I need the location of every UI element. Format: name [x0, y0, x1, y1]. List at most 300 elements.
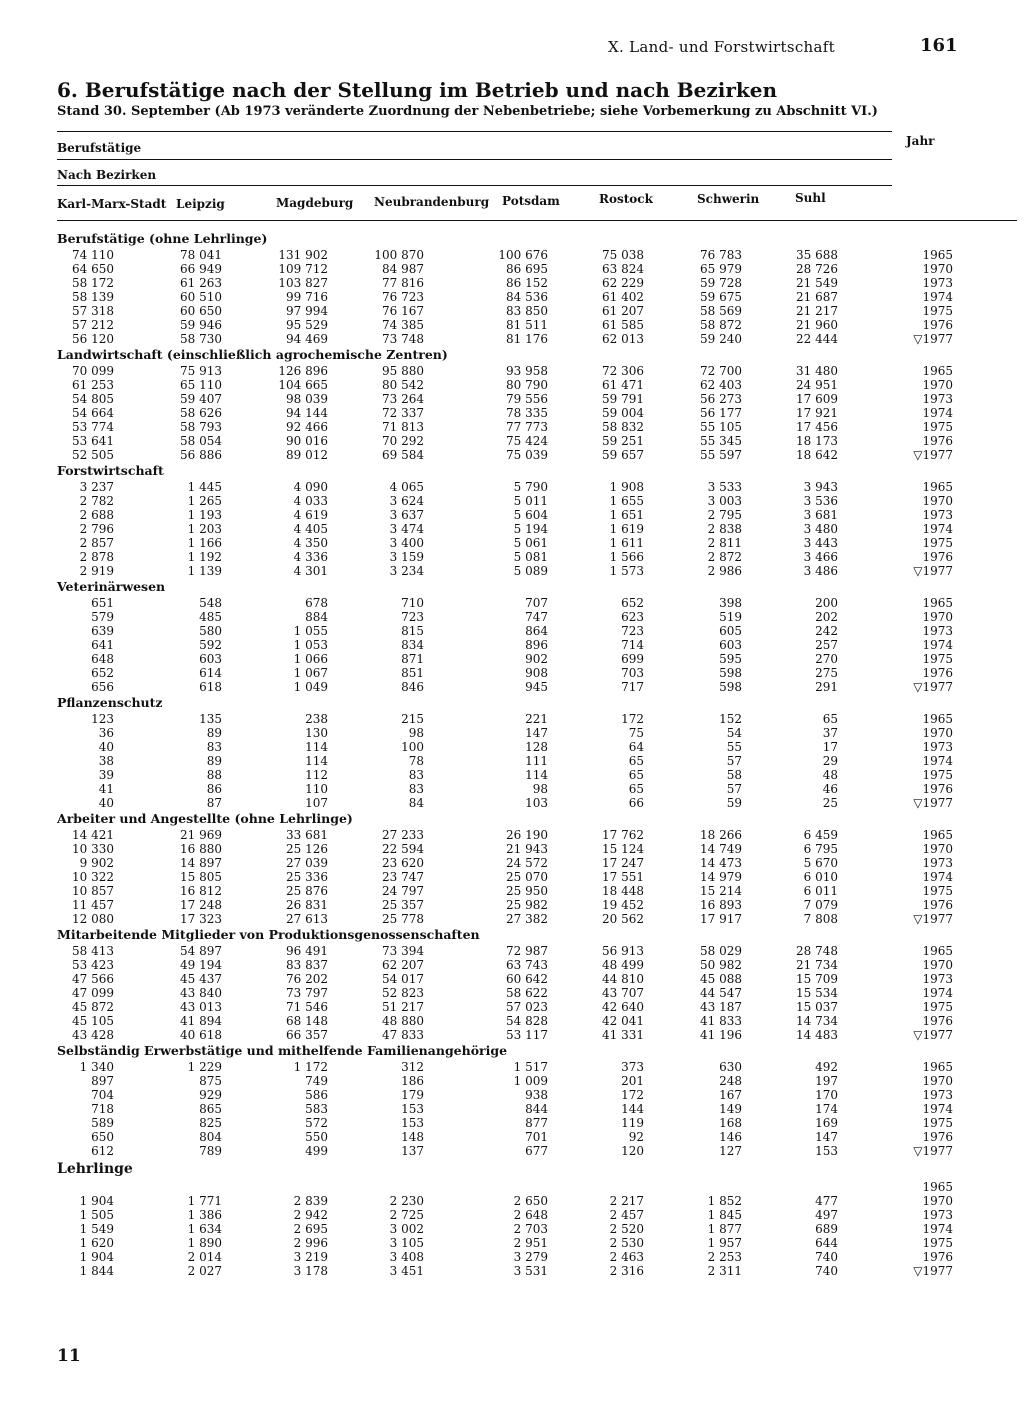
cell-schwerin: 248: [719, 1074, 742, 1088]
table-row: [0, 434, 1024, 448]
cell-neubrandenburg: 137: [401, 1144, 424, 1158]
cell-leipzig: 592: [199, 638, 222, 652]
cell-neubrandenburg: 3 400: [389, 536, 424, 550]
cell-potsdam: 79 556: [506, 392, 548, 406]
cell-suhl: 21 734: [796, 958, 838, 972]
cell-potsdam: 100 676: [498, 248, 548, 262]
cell-karl-marx-stadt: 58 413: [72, 944, 114, 958]
table-row: [0, 290, 1024, 304]
cell-magdeburg: 2 942: [293, 1208, 328, 1222]
cell-magdeburg: 131 902: [278, 248, 328, 262]
cell-suhl: 3 536: [803, 494, 838, 508]
cell-schwerin: 14 473: [700, 856, 742, 870]
cell-schwerin: 146: [719, 1130, 742, 1144]
cell-suhl: 169: [815, 1116, 838, 1130]
cell-year: ▽1977: [913, 1144, 953, 1158]
cell-rostock: 64: [628, 740, 644, 754]
cell-schwerin: 59 728: [700, 276, 742, 290]
cell-leipzig: 929: [199, 1088, 222, 1102]
cell-rostock: 65: [628, 754, 644, 768]
cell-suhl: 6 795: [803, 842, 838, 856]
cell-magdeburg: 1 172: [293, 1060, 328, 1074]
cell-schwerin: 59 675: [700, 290, 742, 304]
cell-suhl: 270: [815, 652, 838, 666]
cell-suhl: 7 079: [803, 898, 838, 912]
section-title: Selbständig Erwerbstätige und mithelfende Familienangehörige: [57, 1043, 508, 1058]
cell-karl-marx-stadt: 14 421: [72, 828, 114, 842]
table-row: [0, 828, 1024, 842]
table-row: [0, 1130, 1024, 1144]
cell-leipzig: 15 805: [180, 870, 222, 884]
cell-suhl: 740: [815, 1250, 838, 1264]
cell-year: 1965: [922, 1180, 953, 1194]
cell-leipzig: 21 969: [180, 828, 222, 842]
cell-rostock: 75: [628, 726, 644, 740]
cell-potsdam: 147: [525, 726, 548, 740]
header-rule-top: [57, 131, 892, 132]
cell-schwerin: 3 533: [707, 480, 742, 494]
cell-magdeburg: 26 831: [286, 898, 328, 912]
cell-leipzig: 2 014: [187, 1250, 222, 1264]
cell-magdeburg: 73 797: [286, 986, 328, 1000]
cell-leipzig: 56 886: [180, 448, 222, 462]
cell-magdeburg: 1 053: [293, 638, 328, 652]
cell-leipzig: 1 771: [187, 1194, 222, 1208]
cell-suhl: 48: [822, 768, 838, 782]
cell-neubrandenburg: 834: [401, 638, 424, 652]
cell-potsdam: 81 511: [506, 318, 548, 332]
table-row: [0, 944, 1024, 958]
cell-potsdam: 938: [525, 1088, 548, 1102]
cell-schwerin: 2 986: [707, 564, 742, 578]
cell-suhl: 740: [815, 1264, 838, 1278]
cell-suhl: 21 217: [796, 304, 838, 318]
cell-neubrandenburg: 710: [401, 596, 424, 610]
cell-suhl: 28 726: [796, 262, 838, 276]
table-row: [0, 364, 1024, 378]
table-row: [0, 1000, 1024, 1014]
cell-rostock: 1 566: [609, 550, 644, 564]
table-row: [0, 1208, 1024, 1222]
cell-rostock: 58 832: [602, 420, 644, 434]
cell-magdeburg: 126 896: [278, 364, 328, 378]
cell-rostock: 59 251: [602, 434, 644, 448]
cell-magdeburg: 4 090: [293, 480, 328, 494]
cell-rostock: 62 229: [602, 276, 644, 290]
cell-karl-marx-stadt: 45 105: [72, 1014, 114, 1028]
cell-neubrandenburg: 846: [401, 680, 424, 694]
table-section: [0, 230, 1024, 346]
cell-karl-marx-stadt: 2 796: [79, 522, 114, 536]
cell-leipzig: 875: [199, 1074, 222, 1088]
cell-karl-marx-stadt: 61 253: [72, 378, 114, 392]
cell-year: 1965: [922, 944, 953, 958]
cell-karl-marx-stadt: 58 139: [72, 290, 114, 304]
table-row: [0, 1088, 1024, 1102]
cell-year: 1965: [922, 1060, 953, 1074]
cell-suhl: 21 960: [796, 318, 838, 332]
cell-schwerin: 41 833: [700, 1014, 742, 1028]
cell-leipzig: 548: [199, 596, 222, 610]
cell-neubrandenburg: 4 065: [389, 480, 424, 494]
cell-neubrandenburg: 47 833: [382, 1028, 424, 1042]
cell-magdeburg: 107: [305, 796, 328, 810]
cell-schwerin: 18 266: [700, 828, 742, 842]
cell-suhl: 257: [815, 638, 838, 652]
cell-magdeburg: 4 033: [293, 494, 328, 508]
cell-potsdam: 54 828: [506, 1014, 548, 1028]
cell-magdeburg: 114: [305, 740, 328, 754]
cell-leipzig: 1 634: [187, 1222, 222, 1236]
cell-potsdam: 221: [525, 712, 548, 726]
cell-rostock: 1 655: [609, 494, 644, 508]
cell-leipzig: 1 166: [187, 536, 222, 550]
table-row: [0, 1236, 1024, 1250]
cell-suhl: 35 688: [796, 248, 838, 262]
cell-year: 1970: [922, 726, 953, 740]
cell-karl-marx-stadt: 53 423: [72, 958, 114, 972]
cell-schwerin: 1 877: [707, 1222, 742, 1236]
cell-potsdam: 877: [525, 1116, 548, 1130]
cell-leipzig: 580: [199, 624, 222, 638]
cell-neubrandenburg: 98: [408, 726, 424, 740]
cell-magdeburg: 550: [305, 1130, 328, 1144]
cell-magdeburg: 884: [305, 610, 328, 624]
cell-potsdam: 5 061: [513, 536, 548, 550]
cell-potsdam: 63 743: [506, 958, 548, 972]
cell-suhl: 17 609: [796, 392, 838, 406]
table-row: [0, 508, 1024, 522]
cell-leipzig: 2 027: [187, 1264, 222, 1278]
cell-neubrandenburg: 74 385: [382, 318, 424, 332]
cell-rostock: 42 640: [602, 1000, 644, 1014]
cell-neubrandenburg: 25 778: [382, 912, 424, 926]
cell-year: 1973: [922, 624, 953, 638]
table-row: [0, 1264, 1024, 1278]
cell-potsdam: 103: [525, 796, 548, 810]
cell-schwerin: 1 845: [707, 1208, 742, 1222]
cell-year: 1973: [922, 1088, 953, 1102]
cell-potsdam: 60 642: [506, 972, 548, 986]
cell-schwerin: 44 547: [700, 986, 742, 1000]
cell-magdeburg: 27 613: [286, 912, 328, 926]
cell-year: 1970: [922, 958, 953, 972]
cell-leipzig: 41 894: [180, 1014, 222, 1028]
cell-potsdam: 707: [525, 596, 548, 610]
table-row: [0, 420, 1024, 434]
cell-karl-marx-stadt: 56 120: [72, 332, 114, 346]
table-row: [0, 1014, 1024, 1028]
table-row: [0, 1250, 1024, 1264]
cell-year: 1974: [922, 1102, 953, 1116]
table-row: [0, 782, 1024, 796]
cell-magdeburg: 25 126: [286, 842, 328, 856]
cell-magdeburg: 1 067: [293, 666, 328, 680]
cell-karl-marx-stadt: 53 641: [72, 434, 114, 448]
cell-suhl: 202: [815, 610, 838, 624]
cell-schwerin: 72 700: [700, 364, 742, 378]
cell-suhl: 689: [815, 1222, 838, 1236]
cell-magdeburg: 104 665: [278, 378, 328, 392]
section-title: Veterinärwesen: [57, 579, 166, 594]
cell-magdeburg: 99 716: [286, 290, 328, 304]
cell-leipzig: 60 650: [180, 304, 222, 318]
cell-potsdam: 677: [525, 1144, 548, 1158]
column-header-potsdam: Potsdam: [502, 194, 560, 208]
cell-rostock: 2 520: [609, 1222, 644, 1236]
cell-suhl: 170: [815, 1088, 838, 1102]
cell-karl-marx-stadt: 656: [91, 680, 114, 694]
cell-magdeburg: 83 837: [286, 958, 328, 972]
cell-leipzig: 1 203: [187, 522, 222, 536]
cell-year: 1973: [922, 1208, 953, 1222]
cell-year: 1965: [922, 248, 953, 262]
cell-potsdam: 3 279: [513, 1250, 548, 1264]
cell-suhl: 3 681: [803, 508, 838, 522]
cell-karl-marx-stadt: 2 782: [79, 494, 114, 508]
cell-neubrandenburg: 77 816: [382, 276, 424, 290]
cell-rostock: 172: [621, 712, 644, 726]
cell-potsdam: 2 951: [513, 1236, 548, 1250]
table-row: [0, 986, 1024, 1000]
cell-suhl: 14 734: [796, 1014, 838, 1028]
table-row: [0, 726, 1024, 740]
table-row: [0, 378, 1024, 392]
cell-neubrandenburg: 62 207: [382, 958, 424, 972]
table-row: [0, 1102, 1024, 1116]
cell-magdeburg: 90 016: [286, 434, 328, 448]
cell-schwerin: 2 811: [707, 536, 742, 550]
cell-rostock: 373: [621, 1060, 644, 1074]
table-row: [0, 392, 1024, 406]
cell-magdeburg: 4 336: [293, 550, 328, 564]
cell-rostock: 119: [621, 1116, 644, 1130]
cell-magdeburg: 583: [305, 1102, 328, 1116]
cell-karl-marx-stadt: 589: [91, 1116, 114, 1130]
table-row: [0, 754, 1024, 768]
column-header-schwerin: Schwerin: [697, 192, 760, 206]
cell-rostock: 1 611: [609, 536, 644, 550]
cell-year: 1976: [922, 782, 953, 796]
cell-schwerin: 50 982: [700, 958, 742, 972]
cell-schwerin: 58 872: [700, 318, 742, 332]
cell-year: 1970: [922, 262, 953, 276]
cell-karl-marx-stadt: 45 872: [72, 1000, 114, 1014]
cell-suhl: 18 642: [796, 448, 838, 462]
cell-schwerin: 62 403: [700, 378, 742, 392]
cell-schwerin: 2 795: [707, 508, 742, 522]
running-head: X. Land- und Forstwirtschaft: [608, 38, 835, 56]
cell-year: 1973: [922, 856, 953, 870]
cell-karl-marx-stadt: 1 904: [79, 1250, 114, 1264]
cell-leipzig: 17 248: [180, 898, 222, 912]
cell-magdeburg: 96 491: [286, 944, 328, 958]
cell-rostock: 65: [628, 768, 644, 782]
cell-year: 1976: [922, 1014, 953, 1028]
cell-leipzig: 16 812: [180, 884, 222, 898]
cell-schwerin: 2 838: [707, 522, 742, 536]
cell-suhl: 14 483: [796, 1028, 838, 1042]
header-rule-3: [57, 185, 892, 186]
cell-potsdam: 5 089: [513, 564, 548, 578]
column-header-neubrandenburg: Neubrandenburg: [374, 195, 490, 209]
cell-suhl: 46: [822, 782, 838, 796]
cell-suhl: 6 011: [803, 884, 838, 898]
cell-magdeburg: 2 839: [293, 1194, 328, 1208]
cell-leipzig: 1 139: [187, 564, 222, 578]
cell-karl-marx-stadt: 74 110: [72, 248, 114, 262]
cell-year: 1975: [922, 1236, 953, 1250]
cell-leipzig: 825: [199, 1116, 222, 1130]
cell-leipzig: 1 386: [187, 1208, 222, 1222]
cell-year: 1975: [922, 536, 953, 550]
cell-karl-marx-stadt: 641: [91, 638, 114, 652]
cell-year: 1970: [922, 842, 953, 856]
cell-neubrandenburg: 83: [408, 768, 424, 782]
table-row: [0, 522, 1024, 536]
cell-magdeburg: 109 712: [278, 262, 328, 276]
cell-leipzig: 61 263: [180, 276, 222, 290]
cell-potsdam: 114: [525, 768, 548, 782]
cell-leipzig: 78 041: [180, 248, 222, 262]
cell-leipzig: 1 890: [187, 1236, 222, 1250]
cell-rostock: 2 316: [609, 1264, 644, 1278]
cell-potsdam: 24 572: [506, 856, 548, 870]
table-row: [0, 680, 1024, 694]
cell-suhl: 24 951: [796, 378, 838, 392]
table-row: [0, 332, 1024, 346]
cell-neubrandenburg: 73 748: [382, 332, 424, 346]
cell-rostock: 2 463: [609, 1250, 644, 1264]
cell-rostock: 17 247: [602, 856, 644, 870]
table-row: [0, 912, 1024, 926]
cell-rostock: 92: [628, 1130, 644, 1144]
cell-rostock: 703: [621, 666, 644, 680]
cell-karl-marx-stadt: 58 172: [72, 276, 114, 290]
cell-karl-marx-stadt: 897: [91, 1074, 114, 1088]
cell-karl-marx-stadt: 40: [98, 796, 114, 810]
cell-magdeburg: 66 357: [286, 1028, 328, 1042]
cell-neubrandenburg: 69 584: [382, 448, 424, 462]
cell-schwerin: 15 214: [700, 884, 742, 898]
cell-suhl: 17: [822, 740, 838, 754]
cell-schwerin: 519: [719, 610, 742, 624]
cell-karl-marx-stadt: 579: [91, 610, 114, 624]
cell-potsdam: 84 536: [506, 290, 548, 304]
cell-suhl: 492: [815, 1060, 838, 1074]
cell-karl-marx-stadt: 2 688: [79, 508, 114, 522]
cell-suhl: 3 480: [803, 522, 838, 536]
cell-year: 1965: [922, 712, 953, 726]
cell-rostock: 66: [628, 796, 644, 810]
cell-neubrandenburg: 70 292: [382, 434, 424, 448]
cell-magdeburg: 3 178: [293, 1264, 328, 1278]
table-row: [0, 712, 1024, 726]
cell-year: 1975: [922, 304, 953, 318]
cell-karl-marx-stadt: 54 805: [72, 392, 114, 406]
cell-leipzig: 1 193: [187, 508, 222, 522]
cell-leipzig: 603: [199, 652, 222, 666]
cell-potsdam: 111: [525, 754, 548, 768]
cell-rostock: 699: [621, 652, 644, 666]
cell-karl-marx-stadt: 47 566: [72, 972, 114, 986]
cell-schwerin: 58 569: [700, 304, 742, 318]
cell-neubrandenburg: 76 723: [382, 290, 424, 304]
header-rule-2: [57, 159, 892, 160]
cell-karl-marx-stadt: 43 428: [72, 1028, 114, 1042]
cell-potsdam: 25 982: [506, 898, 548, 912]
cell-suhl: 197: [815, 1074, 838, 1088]
cell-magdeburg: 94 469: [286, 332, 328, 346]
table-row: [0, 248, 1024, 262]
cell-rostock: 72 306: [602, 364, 644, 378]
cell-potsdam: 27 382: [506, 912, 548, 926]
cell-year: 1976: [922, 666, 953, 680]
cell-potsdam: 21 943: [506, 842, 548, 856]
cell-suhl: 15 534: [796, 986, 838, 1000]
cell-neubrandenburg: 815: [401, 624, 424, 638]
cell-magdeburg: 68 148: [286, 1014, 328, 1028]
cell-year: ▽1977: [913, 796, 953, 810]
cell-schwerin: 57: [726, 754, 742, 768]
cell-leipzig: 49 194: [180, 958, 222, 972]
cell-neubrandenburg: 24 797: [382, 884, 424, 898]
cell-neubrandenburg: 72 337: [382, 406, 424, 420]
cell-suhl: 17 921: [796, 406, 838, 420]
cell-neubrandenburg: 3 002: [389, 1222, 424, 1236]
cell-leipzig: 618: [199, 680, 222, 694]
cell-rostock: 42 041: [602, 1014, 644, 1028]
cell-neubrandenburg: 80 542: [382, 378, 424, 392]
cell-year: ▽1977: [913, 332, 953, 346]
cell-potsdam: 58 622: [506, 986, 548, 1000]
cell-karl-marx-stadt: 57 212: [72, 318, 114, 332]
cell-schwerin: 58 029: [700, 944, 742, 958]
cell-neubrandenburg: 148: [401, 1130, 424, 1144]
cell-karl-marx-stadt: 57 318: [72, 304, 114, 318]
cell-neubrandenburg: 25 357: [382, 898, 424, 912]
cell-neubrandenburg: 48 880: [382, 1014, 424, 1028]
cell-leipzig: 88: [206, 768, 222, 782]
cell-karl-marx-stadt: 1 340: [79, 1060, 114, 1074]
cell-suhl: 15 709: [796, 972, 838, 986]
cell-schwerin: 595: [719, 652, 742, 666]
cell-leipzig: 86: [206, 782, 222, 796]
cell-leipzig: 58 730: [180, 332, 222, 346]
cell-suhl: 6 010: [803, 870, 838, 884]
cell-rostock: 1 619: [609, 522, 644, 536]
cell-year: 1976: [922, 1130, 953, 1144]
cell-karl-marx-stadt: 123: [91, 712, 114, 726]
cell-year: 1974: [922, 406, 953, 420]
cell-karl-marx-stadt: 40: [98, 740, 114, 754]
cell-year: 1965: [922, 480, 953, 494]
cell-year: 1970: [922, 378, 953, 392]
cell-leipzig: 75 913: [180, 364, 222, 378]
cell-karl-marx-stadt: 64 650: [72, 262, 114, 276]
cell-neubrandenburg: 23 747: [382, 870, 424, 884]
cell-schwerin: 45 088: [700, 972, 742, 986]
cell-potsdam: 5 011: [513, 494, 548, 508]
cell-rostock: 1 651: [609, 508, 644, 522]
cell-year: ▽1977: [913, 912, 953, 926]
column-header-magdeburg: Magdeburg: [276, 196, 354, 210]
cell-year: 1974: [922, 754, 953, 768]
cell-karl-marx-stadt: 1 505: [79, 1208, 114, 1222]
table-row: [0, 596, 1024, 610]
page-number: 161: [920, 35, 958, 56]
cell-potsdam: 5 081: [513, 550, 548, 564]
